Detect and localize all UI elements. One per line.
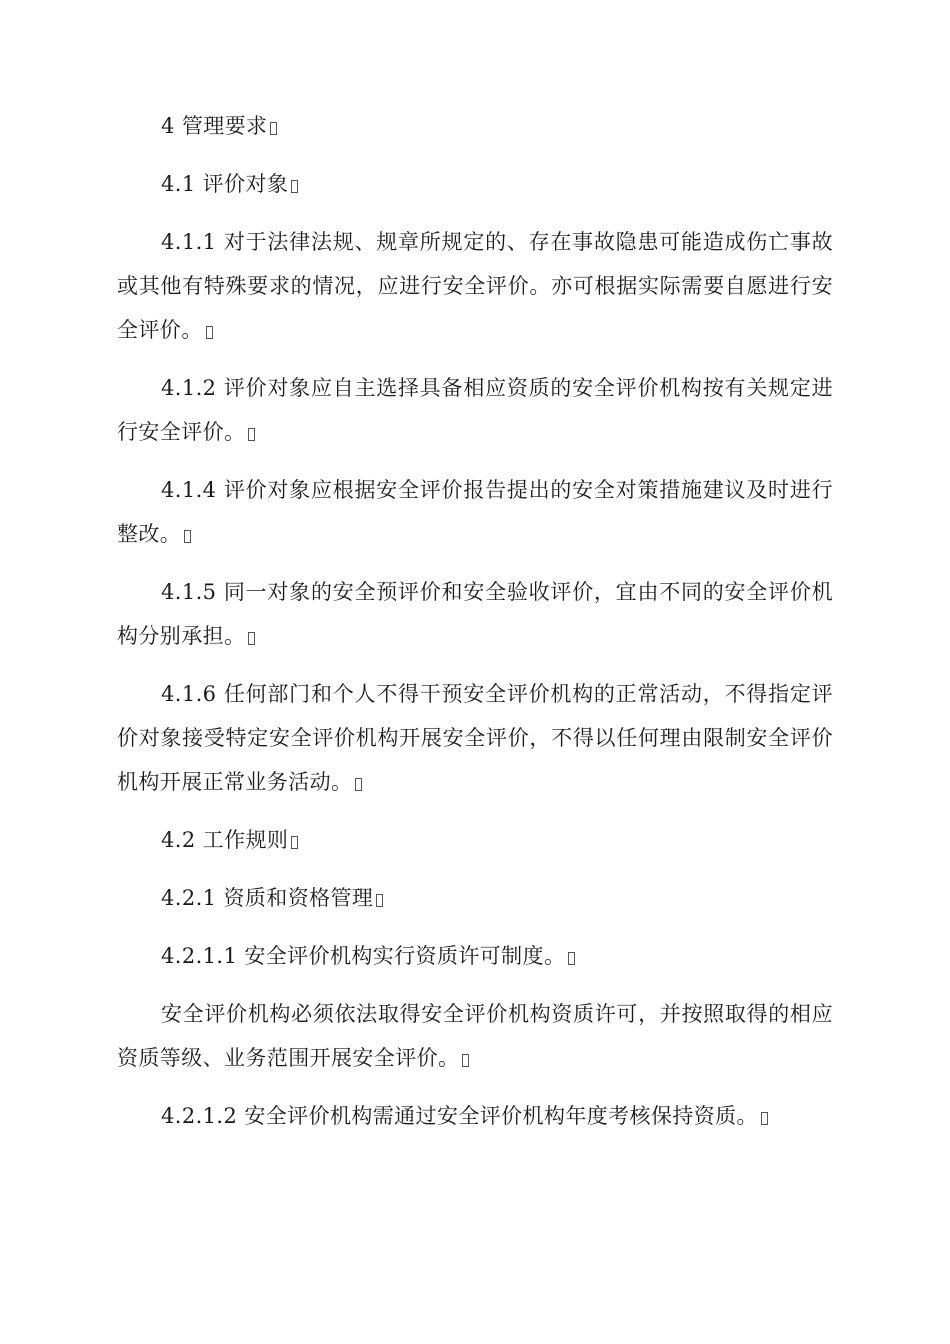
clause-4-1-1: 4.1.1 对于法律法规、规章所规定的、存在事故隐患可能造成伤亡事故或其他有特殊要求的情况，应进行安全评价。亦可根据实际需要自愿进行安全评价。 <box>117 230 833 342</box>
paragraph-mark-icon <box>568 952 575 965</box>
clause-4-1-6: 4.1.6 任何部门和个人不得干预安全评价机构的正常活动，不得指定评价对象接受特定安全评价机构开展安全评价，不得以任何理由限制安全评价机构开展正常业务活动。 <box>117 682 833 794</box>
clause-4-1-4: 4.1.4 评价对象应根据安全评价报告提出的安全对策措施建议及时进行整改。 <box>117 478 833 546</box>
clause-4-2-1-1-body: 安全评价机构必须依法取得安全评价机构资质许可，并按照取得的相应资质等级、业务范围开展安全评价。 <box>117 1002 833 1070</box>
clause-4-1-5: 4.1.5 同一对象的安全预评价和安全验收评价，宜由不同的安全评价机构分别承担。 <box>117 580 833 648</box>
clause-4-2-1-1: 4.2.1.1 安全评价机构实行资质许可制度。 <box>117 934 833 978</box>
section-heading-4-2-1: 4.2.1 资质和资格管理 <box>117 876 833 920</box>
section-heading-4-1: 4.1 评价对象 <box>117 162 833 206</box>
paragraph-mark-icon <box>355 778 362 791</box>
paragraph-mark-icon <box>248 428 255 441</box>
paragraph-mark-icon <box>206 326 213 339</box>
document-body <box>117 104 833 1152</box>
section-heading-4-2: 4.2 工作规则 <box>117 818 833 862</box>
paragraph-mark-icon <box>184 530 191 543</box>
paragraph-mark-icon <box>376 894 383 907</box>
clause-4-1-2: 4.1.2 评价对象应自主选择具备相应资质的安全评价机构按有关规定进行安全评价。 <box>117 376 833 444</box>
paragraph-mark-icon <box>248 632 255 645</box>
paragraph-mark-icon <box>291 836 298 849</box>
paragraph-mark-icon <box>462 1054 469 1067</box>
clause-4-2-1-2: 4.2.1.2 安全评价机构需通过安全评价机构年度考核保持资质。 <box>117 1094 833 1138</box>
paragraph-mark-icon <box>270 122 277 135</box>
paragraph-mark-icon <box>761 1112 768 1125</box>
paragraph-mark-icon <box>291 180 298 193</box>
section-heading-4: 4 管理要求 <box>117 104 833 148</box>
